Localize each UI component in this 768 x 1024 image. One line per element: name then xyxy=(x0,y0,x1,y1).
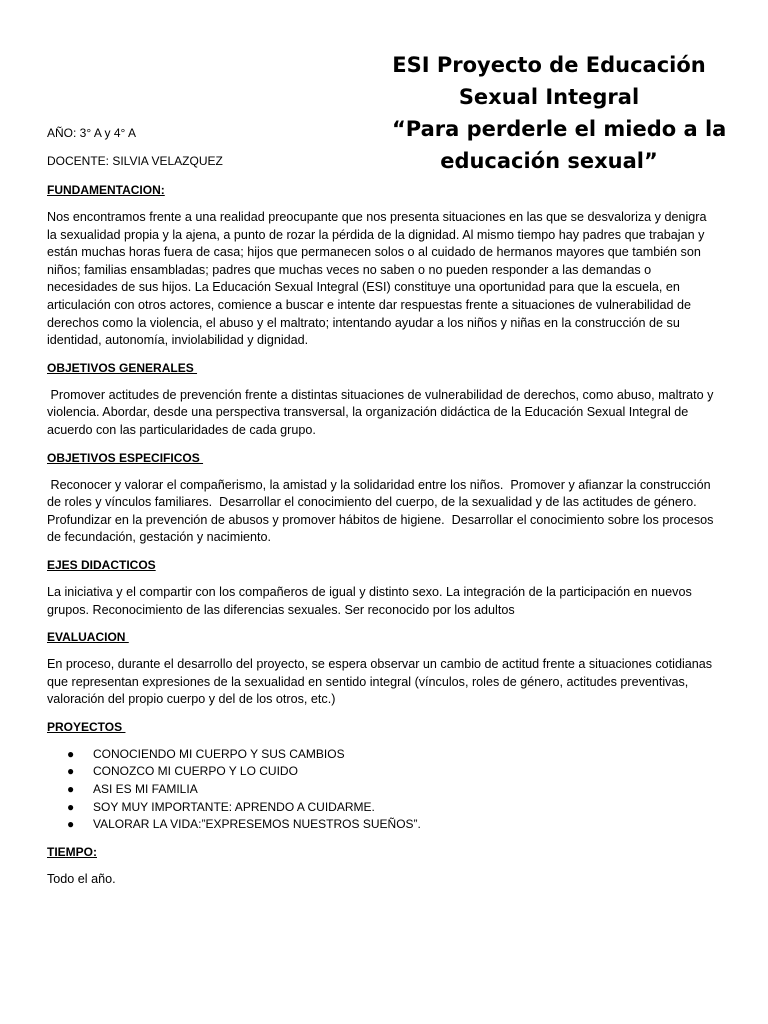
bullet-icon: ● xyxy=(67,817,75,832)
list-item xyxy=(47,763,715,781)
bullet-icon: ● xyxy=(67,764,75,779)
proyectos-list xyxy=(47,746,715,834)
proyecto-label: ASI ES MI FAMILIA xyxy=(93,782,198,797)
fundamentacion-heading: FUNDAMENTACION: xyxy=(47,183,165,197)
list-item xyxy=(47,816,715,834)
document-title xyxy=(392,49,727,177)
proyecto-label: SOY MUY IMPORTANTE: APRENDO A CUIDARME. xyxy=(93,799,375,814)
document-body xyxy=(47,182,715,898)
teacher-line: DOCENTE: SILVIA VELAZQUEZ xyxy=(47,154,223,168)
objetivos-generales-heading: OBJETIVOS GENERALES xyxy=(47,360,198,375)
objetivos-especificos-text: Reconocer y valorar el compañerismo, la amistad y la solidaridad entre los niños. Promover y afianzar la construcción de roles y vínculos familiares. Desarrollar el conocimiento del cuerpo, de la sexualidad y de las actitudes de género. Profundizar en la prevención de abusos y promover hábitos de higiene. Desarrollar el conocimiento sobre los procesos de fecundación, gestación y nacimiento. xyxy=(47,477,717,545)
fundamentacion-text: Nos encontramos frente a una realidad preocupante que nos presenta situaciones en las que se desvaloriza y denigra la sexualidad propia y la ajena, a punto de rozar la pérdida de la dignidad. Al mismo tiempo hay padres que trabajan y están muchas horas fuera de casa; hijos que permanecen solos o al cuidado de hermanos mayores que también son niños; familias ensambladas; padres que muchas veces no saben o no pueden responder a las demandas o necesidades de sus hijos. La Educación Sexual Integral (ESI) constituye una oportunidad para que la escuela, en articulación con otros actores, comience a buscar e intente dar respuestas frente a situaciones de vulnerabilidad de derechos como la violencia, el abuso y el maltrato; intentando ayudar a los niños y niñas en la construcción de su identidad, autonomía, inviolabilidad y dignidad. xyxy=(47,210,707,348)
list-item xyxy=(47,799,715,817)
title-line-3: “Para perderle el miedo a la xyxy=(392,117,727,141)
proyecto-label: VALORAR LA VIDA:”EXPRESEMOS NUESTROS SUEÑOS”. xyxy=(93,817,421,832)
tiempo-heading: TIEMPO: xyxy=(47,844,97,859)
proyecto-label: CONOCIENDO MI CUERPO Y SUS CAMBIOS xyxy=(93,746,345,761)
list-item xyxy=(47,746,715,764)
ejes-didacticos-heading: EJES DIDACTICOS xyxy=(47,557,156,572)
title-line-4: educación sexual” xyxy=(440,149,658,173)
proyecto-label: CONOZCO MI CUERPO Y LO CUIDO xyxy=(93,764,298,779)
ejes-didacticos-text: La iniciativa y el compartir con los compañeros de igual y distinto sexo. La integración de la participación en nuevos grupos. Reconocimiento de las diferencias sexuales. Ser reconocido por los adultos xyxy=(47,584,692,617)
evaluacion-heading: EVALUACION xyxy=(47,630,129,645)
proyectos-heading: PROYECTOS xyxy=(47,719,126,734)
title-line-2: Sexual Integral xyxy=(458,85,640,109)
list-item xyxy=(47,781,715,799)
year-line: AÑO: 3° A y 4° A xyxy=(47,126,136,140)
bullet-icon: ● xyxy=(67,746,75,761)
tiempo-text: Todo el año. xyxy=(47,871,116,886)
bullet-icon: ● xyxy=(67,799,75,814)
objetivos-generales-text: Promover actitudes de prevención frente a distintas situaciones de vulnerabilidad de derechos, como abuso, maltrato y violencia. Abordar, desde una perspectiva transversal, la organización didáctica de la Educación Sexual Integral de acuerdo con las particularidades de cada grupo. xyxy=(47,387,717,437)
title-line-1: ESI Proyecto de Educación xyxy=(392,53,706,77)
bullet-icon: ● xyxy=(67,782,75,797)
evaluacion-text: En proceso, durante el desarrollo del proyecto, se espera observar un cambio de actitud frente a situaciones cotidianas que representan expresiones de la sexualidad en sentido integral (vínculos, roles de género, actitudes preventivas, valoración del propio cuerpo y del de los otros, etc.) xyxy=(47,657,713,707)
objetivos-especificos-heading: OBJETIVOS ESPECIFICOS xyxy=(47,450,204,465)
